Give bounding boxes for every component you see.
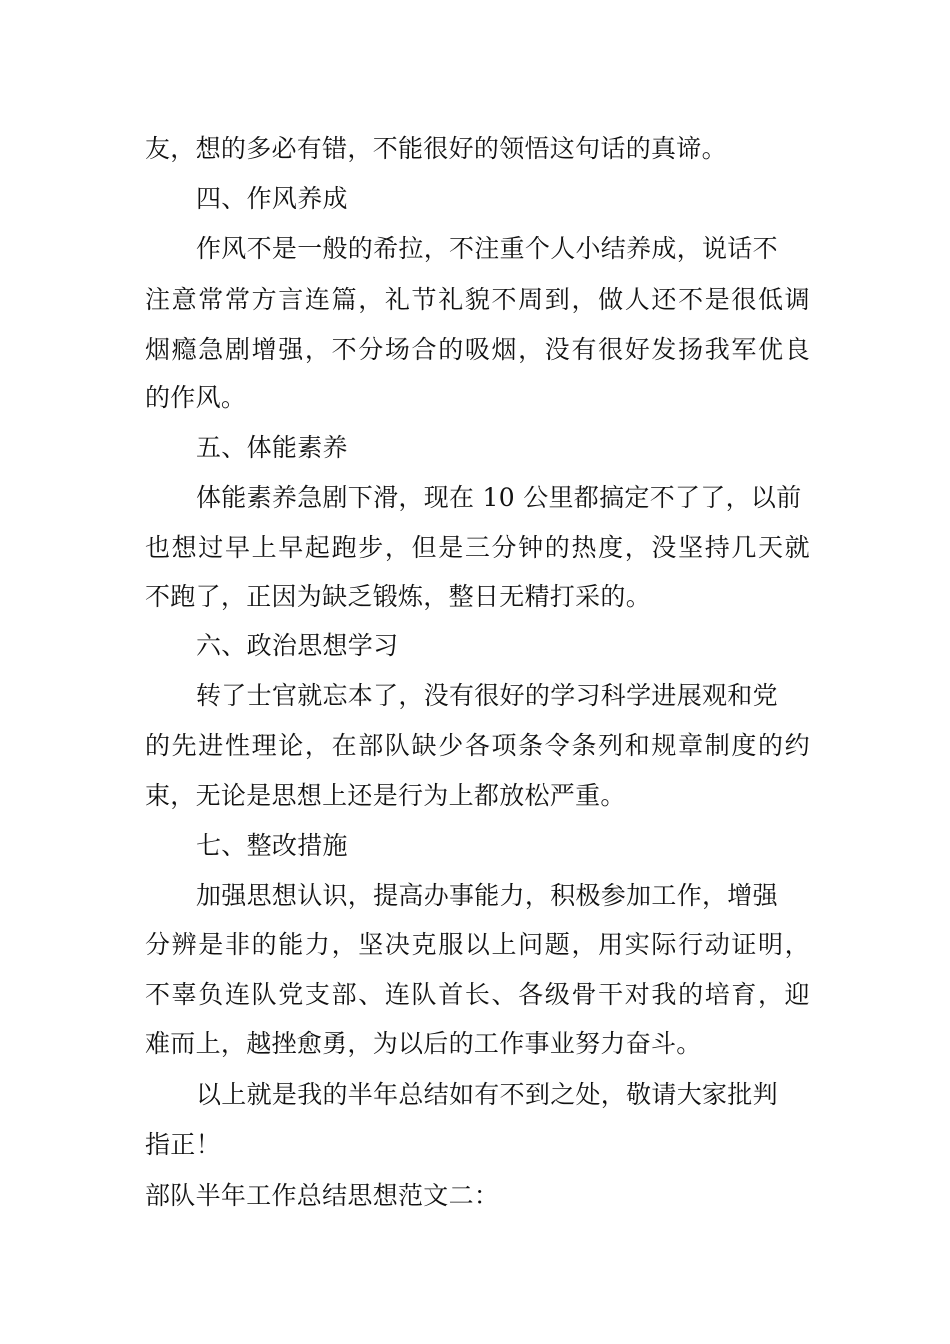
paragraph-line: 友，想的多必有错，不能很好的领悟这句话的真谛。 bbox=[145, 134, 727, 163]
paragraph-line: 烟瘾急剧增强，不分场合的吸烟，没有很好发扬我军优良 bbox=[145, 335, 810, 364]
paragraph-line: 转了士官就忘本了，没有很好的学习科学进展观和党 bbox=[196, 681, 778, 710]
paragraph-line: 不辜负连队党支部、连队首长、各级骨干对我的培育，迎 bbox=[145, 980, 810, 1009]
paragraph-line: 束，无论是思想上还是行为上都放松严重。 bbox=[145, 781, 626, 810]
section-heading-6: 六、政治思想学习 bbox=[196, 631, 399, 660]
paragraph-line: 指正！ bbox=[145, 1130, 221, 1159]
paragraph-line: 的先进性理论，在部队缺少各项条令条列和规章制度的约 bbox=[145, 731, 810, 760]
paragraph-line: 作风不是一般的希拉，不注重个人小结养成，说话不 bbox=[196, 234, 778, 263]
paragraph-line: 不跑了，正因为缺乏锻炼，整日无精打采的。 bbox=[145, 582, 652, 611]
paragraph-line: 加强思想认识，提高办事能力，积极参加工作，增强 bbox=[196, 881, 778, 910]
paragraph-line: 也想过早上早起跑步，但是三分钟的热度，没坚持几天就 bbox=[145, 533, 810, 562]
paragraph-line: 以上就是我的半年总结如有不到之处，敬请大家批判 bbox=[196, 1080, 778, 1109]
section-heading-5: 五、体能素养 bbox=[196, 433, 348, 462]
section-heading-7: 七、整改措施 bbox=[196, 831, 348, 860]
document-subtitle: 部队半年工作总结思想范文二： bbox=[145, 1181, 500, 1210]
paragraph-line: 体能素养急剧下滑，现在 10 公里都搞定不了了，以前 bbox=[196, 483, 802, 512]
paragraph-line: 注意常常方言连篇，礼节礼貌不周到，做人还不是很低调 bbox=[145, 285, 810, 314]
paragraph-line: 分辨是非的能力，坚决克服以上问题，用实际行动证明， bbox=[145, 930, 810, 959]
paragraph-line: 的作风。 bbox=[145, 383, 247, 412]
section-heading-4: 四、作风养成 bbox=[196, 184, 348, 213]
paragraph-line: 难而上，越挫愈勇，为以后的工作事业努力奋斗。 bbox=[145, 1029, 702, 1058]
